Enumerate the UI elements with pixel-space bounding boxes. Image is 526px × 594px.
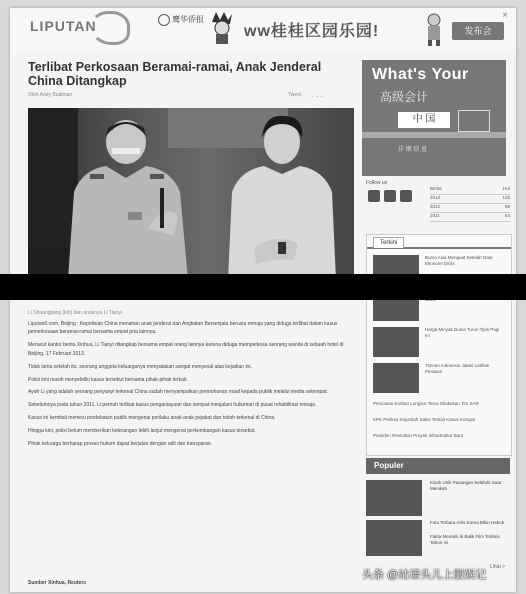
article-paragraph: Ayah Li yang adalah seorang penyanyi terkenal China sudah menyampaikan permohonan maaf kepada publik melalui media setempat. (28, 389, 328, 396)
watermark: 头条 @站谱头儿上服娱记 (362, 569, 487, 581)
twitter-icon[interactable] (384, 190, 396, 202)
ad-title: What's Your (372, 66, 469, 83)
people-photo-illustration (28, 108, 354, 280)
table-row: Berita Hot (430, 186, 510, 195)
cartoon-character-icon (208, 12, 236, 44)
article-paragraph: Sebelumnya pada tahun 2011, Li pernah terlibat kasus penganiayaan dan sempat menjalani hukuman di pusat rehabilitasi remaja. (28, 402, 317, 409)
article-paragraph: Liputan6.com, Beijing : Kepolisian China menahan anak jenderal dan Angkatan Bersenjata berusia remaja yang diduga terlibat dalam kasus pemerkosaan beramai-ramai bersama empat pria lainnya. (28, 321, 338, 336)
article-paragraph: Menurut kantor berita Xinhua, Li Tianyi ditangkap bersama empat orang lainnya karena diduga memperkosa seorang wanita di sebuah hotel di Beijing, 17 Februari 2013. (28, 342, 344, 357)
logo-swirl-icon (90, 11, 130, 45)
latest-news-panel: Terkini Bursa Asia Menguat Setelah Data Ekonomi Dirilis Harga Minyak Dunia Turun Tipis Pagi Ini Timnas Indonesia Jalani Latihan Perdana Pencarian Korban Longsor Terus Dilakukan Tim SAR KPK Periksa Sejumlah Saksi Terkait Kasus Korupsi Presiden Resmikan Proyek Infrastruktur Baru (366, 234, 512, 456)
ad-subtitle: 高级会计 (380, 90, 429, 104)
popular-section-header: Populer (366, 458, 510, 474)
ad-decoration (458, 110, 490, 132)
article-source: Sumber Xinhua, Reuters (28, 580, 87, 586)
table-row: 2011 64 (430, 213, 510, 222)
sponsor-name: 鹰华侨报 (172, 15, 204, 24)
article-photo (28, 108, 354, 280)
header-action-button[interactable]: 发布会 (452, 22, 504, 40)
article-byline[interactable]: Oleh Andy Budiman (28, 92, 73, 98)
article-paragraph: Hingga kini, polisi belum memberikan keterangan lebih lanjut mengenai perkembangan kasus tersebut. (28, 428, 256, 435)
facebook-icon[interactable] (368, 190, 380, 202)
article-paragraph: Pihak keluarga berharap proses hukum dapat berjalan dengan adil dan transparan. (28, 441, 213, 448)
article-paragraph: Kasus ini kembali memicu perdebatan publik mengenai perilaku anak-anak pejabat dan tokoh terkenal di China. (28, 415, 276, 422)
table-row: 2013 125 (430, 195, 510, 204)
see-more-link[interactable]: Lihat > (490, 564, 506, 570)
close-icon[interactable]: × (502, 10, 508, 21)
advertisement-banner[interactable] (362, 60, 506, 176)
ad-small-text: 详 细 信 息 (398, 147, 428, 153)
tweet-button[interactable]: Tweet (288, 92, 302, 98)
article-body (28, 320, 350, 453)
sponsor-seal-icon (158, 14, 170, 26)
google-plus-icon[interactable] (400, 190, 412, 202)
popular-thumbnail (366, 480, 422, 516)
news-link[interactable]: Pencarian Korban Longsor Terus Dilakukan Tim SAR (373, 401, 479, 406)
redaction-band (0, 274, 526, 300)
site-header (10, 8, 516, 54)
follow-label: Follow us (366, 180, 388, 186)
page: LIPUTAN 鹰华侨报 ww桂桂区园乐园! × 发布会 Terlibat Perkosaan Beramai-ramai, Anak Jenderal China Ditangkap Oleh Andy Budiman Tweet ... What's Your 高级会计 中 国 详 细 信 息 Follow us Berita Hot 2013 125 2012 98 2011 64 Terkini Bursa Asia Menguat Setelah Data Ekonomi Dirilis Harga Minyak Dunia Turun Tipis Pagi Ini Timnas Indonesia Jalani Latihan Perdana Pencarian Korban Longsor Terus Dilakukan Tim SAR KPK Periksa Sejumlah Saksi Terkait Kasus Korupsi Presiden Resmikan Proyek Infrastruktur Baru Populer Kisah Unik Pasangan Selebriti Saat Menikah Foto Terbaru Artis Korea Bikin Heboh Fakta Menarik di Balik Film Terlaris Tahun Ini Lihat > Li Shuangjiang (kiri) dan anaknya Li Tianyi. Liputan6.com, Beijing : Kepolisian China menahan anak jenderal dan Angkatan Bersenjata berusia remaja yang diduga terlibat dalam kasus pemerkosaan beramai-ramai bersama empat pria lainnya. Menurut kantor berita Xinhua, Li Tianyi ditangkap bersama empat orang lainnya karena diduga memperkosa seorang wanita di sebuah hotel di Beijing, 17 Februari 2013. Tidak lama setelah itu, seorang anggota keluarganya menyatakan sangat menyesal atas kejadian ini. Polisi kini masih menyelidiki kasus tersebut bersama pihak-pihak terkait. Ayah Li yang adalah seorang penyanyi terkenal China sudah menyampaikan permohonan maaf kepada publik melalui media setempat. Sebelumnya pada tahun 2011, Li pernah terlibat kasus penganiayaan dan sempat menjalani hukuman di pusat rehabilitasi remaja. Kasus ini kembali memicu perdebatan publik mengenai perilaku anak-anak pejabat dan tokoh terkenal di China. Hingga kini, polisi belum memberikan keterangan lebih lanjut mengenai perkembangan kasus tersebut. Pihak keluarga berharap proses hukum dapat berjalan dengan adil dan transparan. Sumber Xinhua, Reuters (10, 8, 516, 592)
photo-caption: Li Shuangjiang (kiri) dan anaknya Li Tianyi. (28, 310, 124, 316)
popular-thumbnail (366, 520, 422, 556)
news-link[interactable]: KPK Periksa Sejumlah Saksi Terkait Kasus Korupsi (373, 417, 476, 422)
news-link[interactable]: Presiden Resmikan Proyek Infrastruktur Baru (373, 433, 464, 438)
article-headline: Terlibat Perkosaan Beramai-ramai, Anak Jenderal China Ditangkap (28, 60, 322, 88)
banner-title[interactable]: ww桂桂区园乐园! (244, 23, 380, 40)
article-paragraph: Tidak lama setelah itu, seorang anggota keluarganya menyatakan sangat menyesal atas kejadian ini. (28, 363, 252, 370)
tab-terkini[interactable]: Terkini (373, 237, 404, 248)
ad-cta-button[interactable]: 中 国 (398, 112, 450, 128)
article-paragraph: Polisi kini masih menyelidiki kasus tersebut bersama pihak-pihak terkait. (28, 376, 188, 383)
site-logo[interactable]: LIPUTAN (30, 18, 97, 34)
news-thumbnail (373, 327, 419, 357)
mini-stats-table (430, 186, 510, 222)
news-thumbnail (373, 363, 419, 393)
mascot-icon (422, 12, 446, 46)
table-row: 2012 98 (430, 204, 510, 213)
share-icon[interactable]: ... (312, 90, 325, 99)
